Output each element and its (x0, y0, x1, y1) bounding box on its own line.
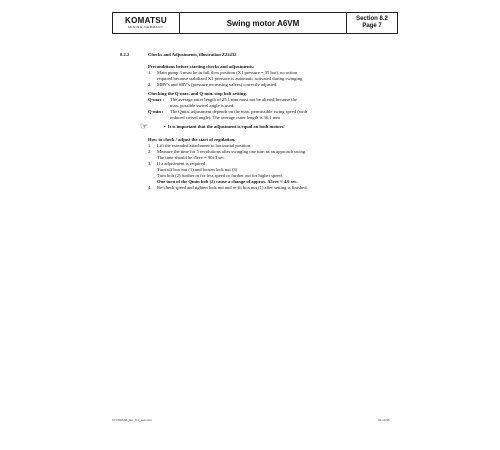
item-line: If a adjustment is required: (157, 161, 207, 166)
definition-term: Q-max : (148, 97, 165, 102)
section-number: 8.2.2 (120, 52, 130, 57)
item-number: 2. (148, 82, 152, 87)
item-line: One turn of the Qmin bolt (2) cause a change of approx. Δ5rev ≈ 4.6 sec. (157, 179, 298, 184)
important-note (140, 122, 285, 131)
qcheck-definitions (148, 97, 307, 121)
item-number: 1. (148, 70, 152, 75)
section-label: Section 8.2 (356, 16, 388, 22)
footer-filename: KTC900-08_8er_8.2_swmotor (112, 418, 153, 422)
note-text: It is important that the adjustment is equal on both motors! (167, 124, 285, 129)
item-number: 3. (148, 161, 152, 166)
definition-line: max. possible swivel angle is used. (170, 103, 235, 108)
note-bullet: • (164, 124, 168, 129)
definition-term: Q-min : (148, 109, 164, 114)
preconditions-heading: Preconditions before starting checks and adjustments: (148, 64, 255, 69)
qcheck-heading: Checking the Q-max. and Q-min. stop bolt setting. (148, 91, 247, 96)
list-item (148, 70, 302, 82)
definition-line: reduced swivel angle). The average outer length is 36,1 mm (170, 115, 281, 120)
item-line: MRV's and SRV's (pressure increasing valves) correctly adjusted. (157, 82, 278, 87)
item-line: Turn off box nut (1) and loosen lock nut (3) (157, 167, 238, 172)
logo-wordmark: KOMATSU (125, 16, 167, 25)
item-line: The time should be t5rev = 90±3 sec . (157, 155, 227, 160)
list-item (148, 185, 308, 191)
page-label: Page 7 (362, 23, 382, 29)
item-line: required because stabilized X1 pressure is automatic activated during swinging (157, 76, 303, 81)
item-number: 1. (148, 143, 152, 148)
definition-line: The average outer length of 25.1 mm must not be altered because the (170, 97, 297, 102)
item-line: Re-check speed and tighten lock nut and re-fit box nut (1) after setting is finished. (157, 185, 308, 190)
item-line: Main pump 3 must be in full flow position (X1 pressure = 35 bar), no action (157, 70, 298, 75)
list-item (148, 161, 308, 185)
list-item (148, 82, 302, 88)
company-logo (113, 13, 180, 33)
definition-body (170, 97, 297, 109)
definition-line: The Qmin. adjustment depends on the max. permissible swing speed (with (170, 109, 308, 114)
item-number: 4. (148, 185, 152, 190)
page-header (112, 12, 398, 34)
section-title: Checks and Adjustments, illustration Z22432 (148, 52, 237, 57)
logo-subtitle: MINING GERMANY (128, 25, 164, 29)
item-line: Turn bolt (2) further in for less speed or further out for higher speed. (157, 173, 283, 178)
definition-row (148, 109, 307, 121)
list-item (148, 149, 308, 161)
check-start-heading: How to check / adjust the start of regulation. (148, 137, 236, 142)
definition-body (170, 109, 307, 121)
definition-row (148, 97, 307, 109)
item-number: 2. (148, 149, 152, 154)
item-line: Measure the time for 5 revolutions after swinging one turn as an approach swing. (157, 149, 307, 154)
document-title: Swing motor A6VM (226, 18, 300, 28)
item-line: Lift the extended attachment to horizontal position. (157, 143, 252, 148)
pointing-hand-icon: ☞ (140, 121, 149, 131)
section-box (346, 13, 397, 33)
check-start-list (148, 143, 308, 191)
preconditions-list (148, 70, 302, 88)
footer-date: 04.10.05 (378, 418, 390, 422)
